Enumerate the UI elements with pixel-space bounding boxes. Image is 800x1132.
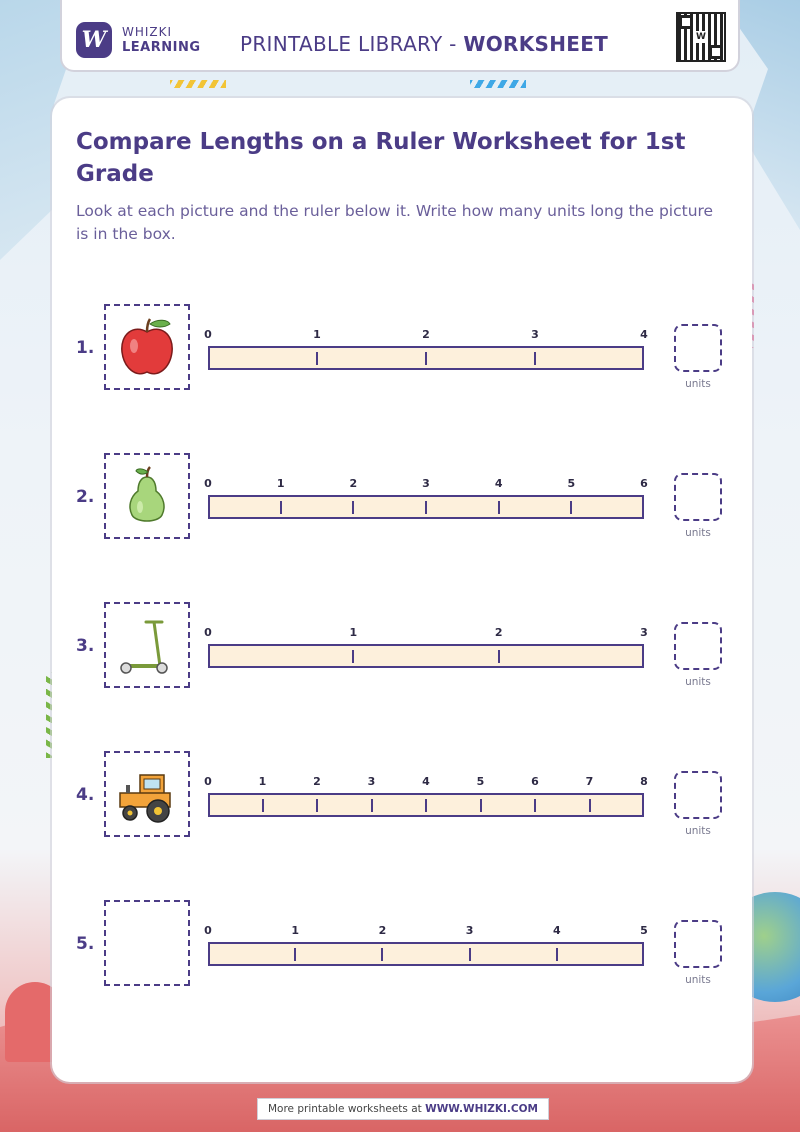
ruler-tick-label: 0 bbox=[204, 924, 212, 937]
units-label: units bbox=[685, 527, 711, 539]
ruler-tick-label: 5 bbox=[567, 477, 576, 490]
problem-1 bbox=[76, 304, 736, 394]
ruler-tick-label: 4 bbox=[494, 477, 503, 490]
ruler-tick-label: 6 bbox=[640, 477, 648, 490]
ruler-tick-label: 0 bbox=[204, 775, 212, 788]
problem-4 bbox=[76, 751, 736, 841]
ruler-tick-label: 0 bbox=[204, 477, 212, 490]
ruler-tick bbox=[280, 501, 282, 514]
ruler-tick-label: 3 bbox=[422, 477, 430, 490]
ruler-tick-label: 3 bbox=[367, 775, 376, 788]
ruler-tick-label: 7 bbox=[585, 775, 594, 788]
worksheet-sheet bbox=[52, 98, 752, 1082]
ruler bbox=[204, 477, 648, 525]
ruler-tick bbox=[352, 501, 354, 514]
header-title-main: PRINTABLE LIBRARY - bbox=[240, 32, 464, 56]
ruler-bar bbox=[208, 942, 644, 966]
decorative-stripes bbox=[470, 80, 526, 88]
answer-box[interactable] bbox=[674, 324, 722, 372]
problem-5 bbox=[76, 900, 736, 990]
apple-icon bbox=[114, 314, 180, 380]
ruler-tick bbox=[556, 948, 558, 961]
ruler-tick bbox=[425, 352, 427, 365]
ruler-tick-label: 1 bbox=[258, 775, 267, 788]
scooter-icon bbox=[114, 612, 180, 678]
header-bar bbox=[60, 0, 740, 72]
picture-box bbox=[104, 751, 190, 837]
ruler-tick bbox=[425, 501, 427, 514]
ruler-tick bbox=[469, 948, 471, 961]
footer-banner bbox=[257, 1098, 549, 1120]
ruler-tick-label: 2 bbox=[349, 477, 358, 490]
ruler-tick bbox=[381, 948, 383, 961]
ruler-tick bbox=[480, 799, 482, 812]
answer-box[interactable] bbox=[674, 771, 722, 819]
ruler-tick-label: 5 bbox=[640, 924, 648, 937]
ruler-tick bbox=[316, 352, 318, 365]
problem-3 bbox=[76, 602, 736, 692]
units-label: units bbox=[685, 974, 711, 986]
logo-letter: W bbox=[81, 27, 107, 53]
ruler-tick bbox=[425, 799, 427, 812]
ruler-bar bbox=[208, 644, 644, 668]
whizki-logo[interactable] bbox=[76, 22, 112, 58]
ruler-tick-label: 4 bbox=[422, 775, 430, 788]
picture-box bbox=[104, 453, 190, 539]
ruler-tick bbox=[498, 501, 500, 514]
ruler-tick-label: 5 bbox=[476, 775, 485, 788]
ruler-tick-label: 2 bbox=[422, 328, 430, 341]
logo-wordmark bbox=[122, 25, 201, 55]
picture-box bbox=[104, 900, 190, 986]
ruler-tick-label: 1 bbox=[349, 626, 358, 639]
ruler bbox=[204, 328, 648, 376]
ruler-tick bbox=[534, 799, 536, 812]
answer-box[interactable] bbox=[674, 473, 722, 521]
ruler-tick-label: 4 bbox=[552, 924, 561, 937]
footer-site-link[interactable]: WWW.WHIZKI.COM bbox=[425, 1103, 538, 1115]
ruler bbox=[204, 775, 648, 823]
units-label: units bbox=[685, 825, 711, 837]
header-title-bold: WORKSHEET bbox=[463, 32, 609, 56]
qr-logo-icon: W bbox=[696, 32, 706, 42]
answer-box[interactable] bbox=[674, 622, 722, 670]
ruler-tick-label: 6 bbox=[531, 775, 539, 788]
ruler-tick bbox=[498, 650, 500, 663]
ruler-tick bbox=[534, 352, 536, 365]
ruler-tick-label: 0 bbox=[204, 328, 212, 341]
ruler-tick bbox=[316, 799, 318, 812]
problem-number: 5. bbox=[76, 934, 95, 954]
picture-box bbox=[104, 602, 190, 688]
pear-icon bbox=[114, 463, 180, 529]
ruler-tick-label: 1 bbox=[291, 924, 300, 937]
units-label: units bbox=[685, 676, 711, 688]
ruler-tick bbox=[570, 501, 572, 514]
problem-2 bbox=[76, 453, 736, 543]
ruler-tick bbox=[294, 948, 296, 961]
ruler-tick-label: 3 bbox=[465, 924, 474, 937]
ruler-tick-label: 2 bbox=[378, 924, 387, 937]
ruler-tick-label: 3 bbox=[640, 626, 648, 639]
picture-box bbox=[104, 304, 190, 390]
footer-text: More printable worksheets at bbox=[267, 1103, 426, 1115]
problem-number: 4. bbox=[76, 785, 95, 805]
ruler-tick bbox=[262, 799, 264, 812]
units-label: units bbox=[685, 378, 711, 390]
ruler bbox=[204, 626, 648, 674]
ruler-tick bbox=[352, 650, 354, 663]
ruler-tick-label: 3 bbox=[531, 328, 539, 341]
ruler-tick-label: 0 bbox=[204, 626, 212, 639]
ruler-tick-label: 8 bbox=[640, 775, 648, 788]
ruler-tick-label: 4 bbox=[640, 328, 648, 341]
problem-number: 3. bbox=[76, 636, 95, 656]
ruler-tick-label: 1 bbox=[313, 328, 321, 341]
logo-bottom-text: LEARNING bbox=[122, 40, 201, 55]
ruler bbox=[204, 924, 648, 972]
tractor-icon bbox=[114, 761, 180, 827]
decorative-stripes bbox=[170, 80, 226, 88]
ruler-tick bbox=[589, 799, 591, 812]
problem-number: 2. bbox=[76, 487, 95, 507]
ruler-tick-label: 2 bbox=[494, 626, 503, 639]
problem-number: 1. bbox=[76, 338, 95, 358]
ruler-tick-label: 1 bbox=[276, 477, 285, 490]
header-title bbox=[240, 32, 608, 56]
answer-box[interactable] bbox=[674, 920, 722, 968]
qr-code-icon[interactable] bbox=[676, 12, 726, 62]
logo-top-text: WHIZKI bbox=[122, 25, 173, 39]
ruler-tick bbox=[371, 799, 373, 812]
worksheet-instructions: Look at each picture and the ruler below it. Write how many units long the picture is in the box. bbox=[76, 202, 714, 243]
worksheet-title: Compare Lengths on a Ruler Worksheet for 1st Grade bbox=[76, 129, 686, 187]
ruler-tick-label: 2 bbox=[313, 775, 321, 788]
